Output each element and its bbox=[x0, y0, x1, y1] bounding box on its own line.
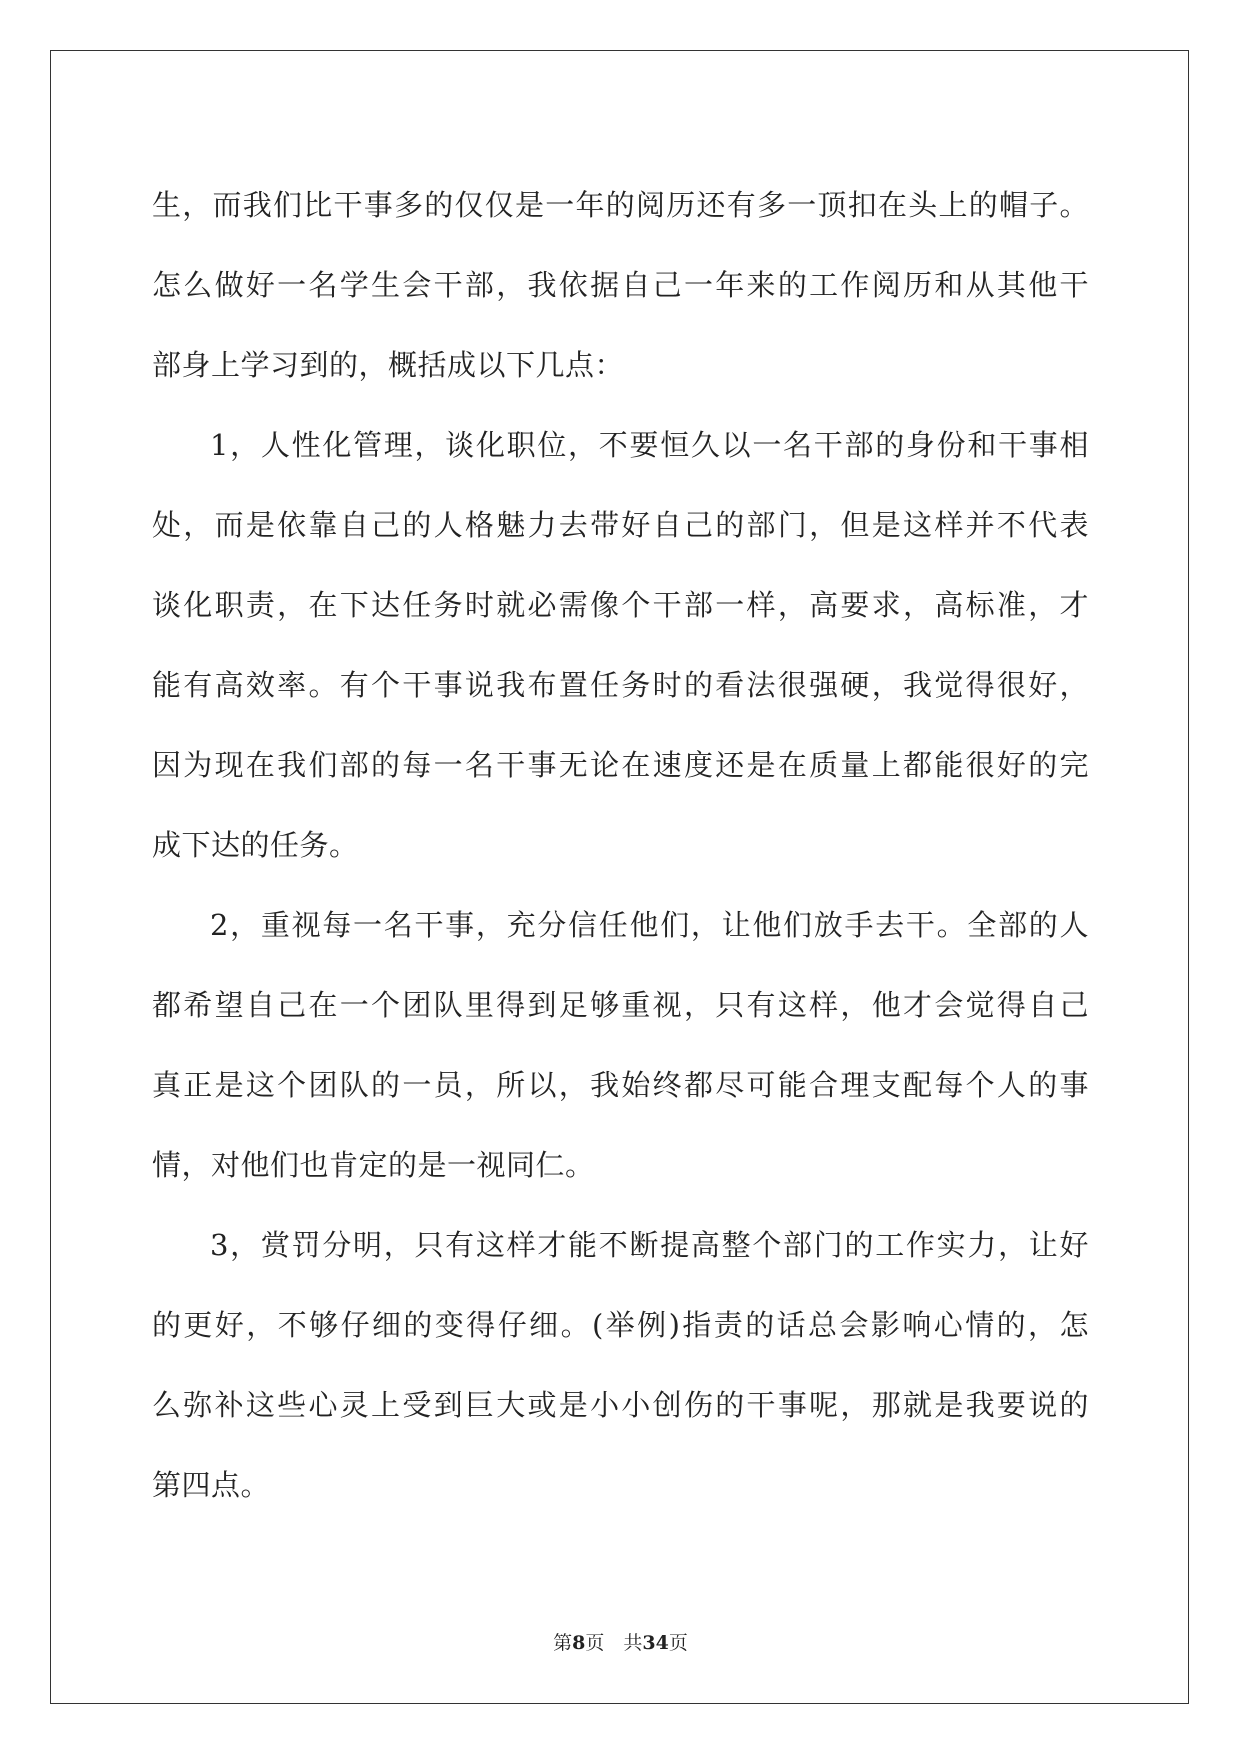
text-line: 部身上学习到的，概括成以下几点： bbox=[152, 348, 625, 382]
page-footer bbox=[0, 1628, 1241, 1655]
paragraph-start-line: 2，重视每一名干事，充分信任他们，让他们放手去干。全部的人 bbox=[210, 908, 1089, 942]
text-line: 真正是这个团队的一员，所以，我始终都尽可能合理支配每个人的事 bbox=[152, 1068, 1089, 1102]
total-pages-number: 34 bbox=[642, 1632, 669, 1654]
text-line: 怎么做好一名学生会干部，我依据自己一年来的工作阅历和从其他干 bbox=[152, 268, 1089, 302]
footer-suffix: 页 bbox=[668, 1632, 688, 1654]
footer-mid: 页 共 bbox=[585, 1632, 643, 1654]
text-line: 第四点。 bbox=[152, 1468, 271, 1502]
paragraph-start-line: 1，人性化管理，谈化职位，不要恒久以一名干部的身份和干事相 bbox=[210, 428, 1089, 462]
text-line: 的更好，不够仔细的变得仔细。(举例)指责的话总会影响心情的，怎 bbox=[152, 1308, 1089, 1342]
text-line: 谈化职责，在下达任务时就必需像个干部一样，高要求，高标准，才 bbox=[152, 588, 1089, 622]
current-page-number: 8 bbox=[572, 1632, 586, 1654]
text-line: 处，而是依靠自己的人格魅力去带好自己的部门，但是这样并不代表 bbox=[152, 508, 1089, 542]
text-line: 成下达的任务。 bbox=[152, 828, 359, 862]
text-line: 因为现在我们部的每一名干事无论在速度还是在质量上都能很好的完 bbox=[152, 748, 1089, 782]
document-body bbox=[152, 165, 1089, 1525]
paragraph-start-line: 3，赏罚分明，只有这样才能不断提高整个部门的工作实力，让好 bbox=[210, 1228, 1089, 1262]
footer-prefix: 第 bbox=[553, 1632, 573, 1654]
text-line: 能有高效率。有个干事说我布置任务时的看法很强硬，我觉得很好， bbox=[152, 668, 1089, 702]
text-line: 生，而我们比干事多的仅仅是一年的阅历还有多一顶扣在头上的帽子。 bbox=[152, 188, 1089, 222]
text-line: 情，对他们也肯定的是一视同仁。 bbox=[152, 1148, 595, 1182]
text-line: 都希望自己在一个团队里得到足够重视，只有这样，他才会觉得自己 bbox=[152, 988, 1089, 1022]
text-line: 么弥补这些心灵上受到巨大或是小小创伤的干事呢，那就是我要说的 bbox=[152, 1388, 1089, 1422]
